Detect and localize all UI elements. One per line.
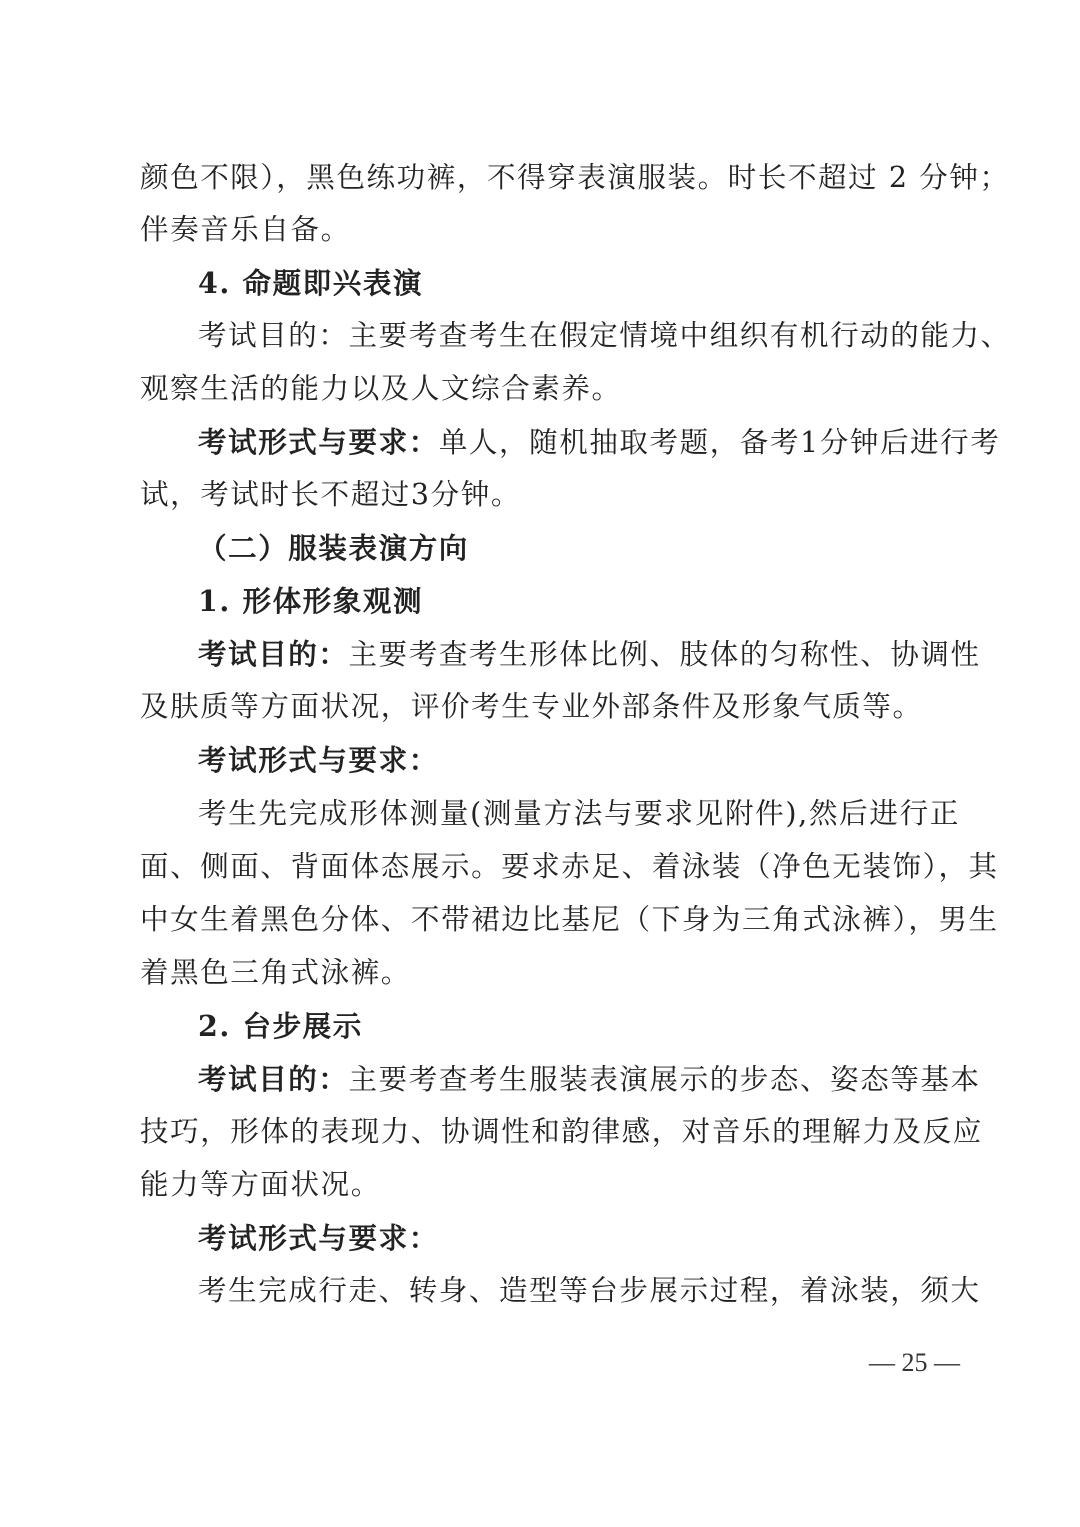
body-text: 主要考查考生服装表演展示的步态、姿态等基本 bbox=[348, 1063, 981, 1096]
body-text-line: 颜色不限），黑色练功裤，不得穿表演服装。时长不超过 2 分钟； bbox=[140, 161, 1010, 194]
body-text-line: 面、侧面、背面体态展示。要求赤足、着泳装（净色无装饰），其 bbox=[140, 850, 999, 883]
body-text-line: 着黑色三角式泳裤。 bbox=[140, 956, 411, 989]
label-exam-purpose: 考试目的： bbox=[198, 1062, 349, 1096]
body-text-line: 中女生着黑色分体、不带裙边比基尼（下身为三角式泳裤），男生 bbox=[140, 903, 999, 936]
body-text: 主要考查考生形体比例、肢体的匀称性、协调性 bbox=[348, 638, 981, 671]
section-heading-body-image: 1. 形体形象观测 bbox=[198, 584, 424, 618]
section-heading-runway: 2. 台步展示 bbox=[198, 1009, 363, 1043]
section-heading-improv-performance: 4. 命题即兴表演 bbox=[198, 266, 424, 300]
body-text-line: 观察生活的能力以及人文综合素养。 bbox=[140, 372, 622, 405]
body-text-line: 考生先完成形体测量(测量方法与要求见附件),然后进行正 bbox=[198, 797, 960, 830]
body-text-line bbox=[198, 423, 1001, 462]
section-heading-fashion: （二）服装表演方向 bbox=[198, 531, 469, 565]
label-exam-form: 考试形式与要求： bbox=[198, 425, 439, 459]
body-text-line: 能力等方面状况。 bbox=[140, 1168, 381, 1201]
body-text-line: 考生完成行走、转身、造型等台步展示过程，着泳装，须大 bbox=[198, 1274, 981, 1307]
body-text: 单人，随机抽取考题，备考1分钟后进行考 bbox=[438, 426, 1001, 459]
body-text-line: 及肤质等方面状况，评价考生专业外部条件及形象气质等。 bbox=[140, 690, 923, 723]
body-text-line bbox=[198, 1060, 981, 1099]
label-exam-purpose: 考试目的： bbox=[198, 637, 349, 671]
label-exam-form: 考试形式与要求： bbox=[198, 1221, 439, 1255]
label-exam-form: 考试形式与要求： bbox=[198, 743, 439, 777]
body-text-line: 技巧，形体的表现力、协调性和韵律感，对音乐的理解力及反应 bbox=[140, 1115, 983, 1148]
body-text-line: 伴奏音乐自备。 bbox=[140, 213, 351, 246]
body-text-line: 试，考试时长不超过3分钟。 bbox=[140, 478, 521, 511]
body-text-line: 考试目的：主要考查考生在假定情境中组织有机行动的能力、 bbox=[198, 319, 1011, 352]
body-text-line bbox=[198, 635, 981, 674]
page-number: — 25 — bbox=[869, 1348, 960, 1377]
